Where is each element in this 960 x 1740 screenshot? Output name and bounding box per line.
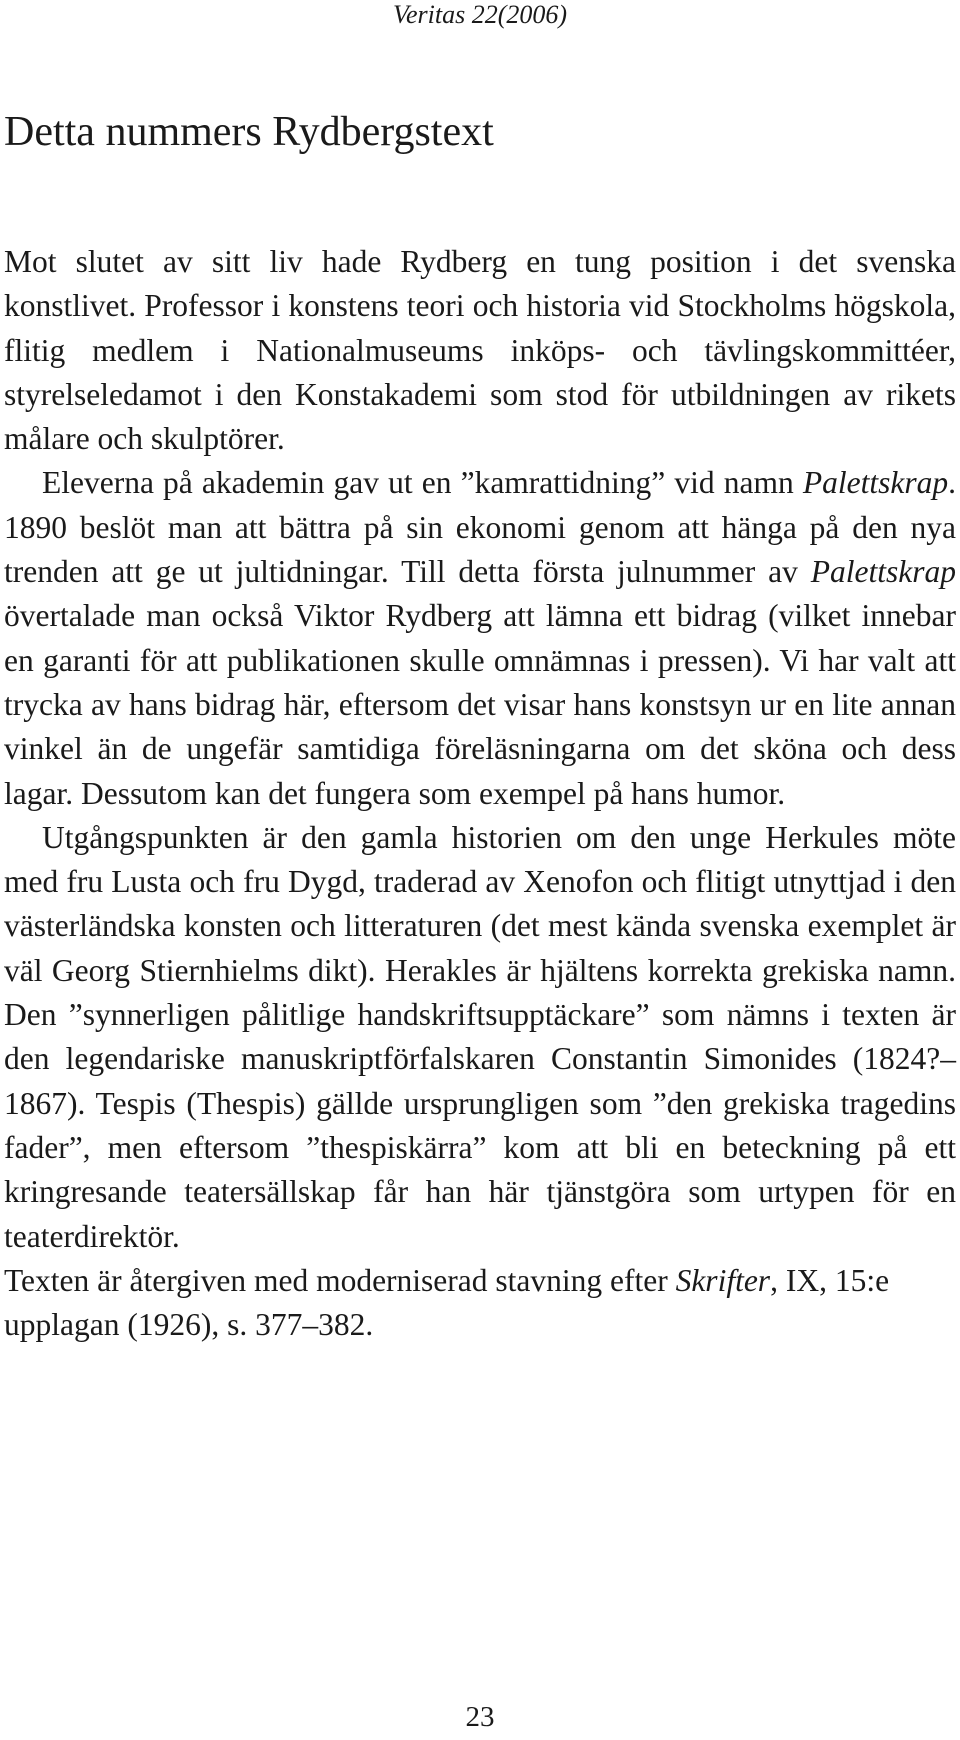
- paragraph-intro: Mot slutet av sitt liv hade Rydberg en tung position i det svenska konstlivet. Professor i konstens teori och historia vid Stockholms högskola, flitig medlem i Nationalmuseums inköps- och tävlingskommittéer, styrelseledamot i den Konstakademi som stod för utbildningen av rikets målare och skulptörer.: [4, 244, 956, 457]
- source-title: Skrifter: [675, 1262, 771, 1298]
- paragraph-palettskrap: [4, 461, 956, 815]
- article-body: [4, 240, 956, 1347]
- running-header: Veritas 22(2006): [392, 0, 568, 29]
- paragraph-source: [4, 1259, 956, 1348]
- paragraph-herkules: Utgångspunkten är den gamla historien om den unge Herkules möte med fru Lusta och fru Dygd, traderad av Xenofon och flitigt utnyttjad i den västerländska konsten och litteraturen (det mest kända svenska exemplet är väl Georg Stiernhielms dikt). Herakles är hjältens korrekta grekiska namn. Den ”synnerligen pålitlige handskriftsupptäckare” som nämns i texten är den legendariske manuskriptförfalskaren Constantin Simonides (1824?–1867). Tespis (Thespis) gällde ursprungligen som ”den grekiska tragedins fader”, men eftersom ”thespiskärra” kom att bli en beteckning på ett kringresande teatersällskap får han här tjänstgöra som urtypen för en teaterdirektör.: [4, 819, 956, 1254]
- article-title: Detta nummers Rydbergstext: [4, 109, 494, 155]
- publication-name: Palettskrap: [802, 465, 949, 501]
- publication-name: Palettskrap: [810, 554, 956, 590]
- text-run: . 1890 beslöt man att bättra på sin ekonomi genom att hänga på den nya trenden att ge ut jultidningar. Till detta första julnummer av: [4, 465, 956, 590]
- text-run: övertalade man också Viktor Rydberg att lämna ett bidrag (vilket innebar en garanti för att publikationen skulle omnämnas i pressen). Vi har valt att trycka av hans bidrag här, eftersom det visar hans konstsyn ur en lite annan vinkel än de ungefär samtidiga föreläsningarna om det sköna och dess lagar. Dessutom kan det fungera som exempel på hans humor.: [4, 598, 956, 811]
- text-run: , IX, 15:e upplagan (1926), s. 377–382.: [4, 1262, 890, 1343]
- text-run: Texten är återgiven med moderniserad stavning efter: [4, 1262, 676, 1298]
- page-number: 23: [465, 1701, 495, 1733]
- text-run: Eleverna på akademin gav ut en ”kamrattidning” vid namn: [42, 465, 803, 501]
